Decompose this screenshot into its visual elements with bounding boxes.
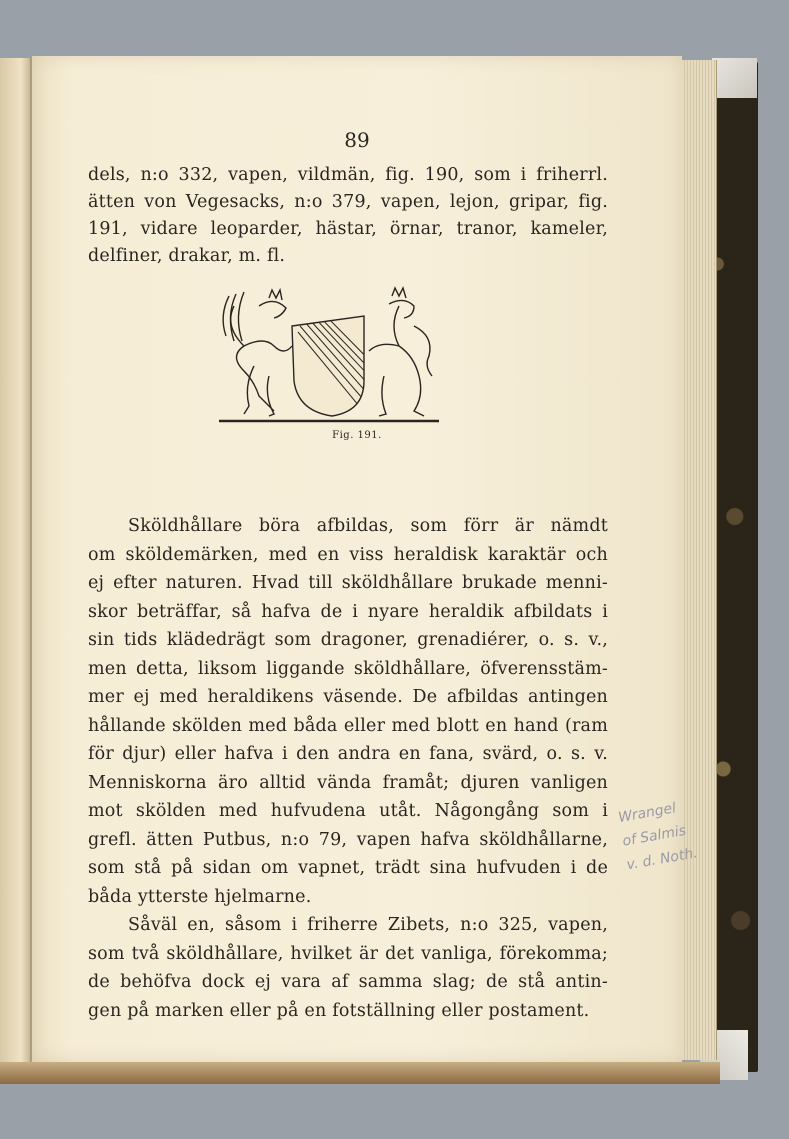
text-line: gen på marken eller på en fotställning eller postament. (88, 1000, 590, 1021)
text-line: mer ej med heraldikens väsende. De afbildas antingen (88, 687, 608, 707)
text-line: som två sköldhållare, hvilket är det vanliga, förekomma; (88, 943, 608, 964)
text-line: för djur) eller hafva i den andra en fana, svärd, o. s. v. (88, 744, 608, 764)
text-line: mot skölden med hufvudena utåt. Någongång som i (88, 801, 608, 821)
text-line: delfiner, drakar, m. fl. (88, 246, 286, 266)
text-line: de behöfva dock ej vara af samma slag; de stå antin- (88, 972, 608, 992)
text-line: om sköldemärken, med en viss heraldisk karaktär och (88, 544, 608, 565)
cover-corner-top (712, 58, 757, 98)
handwritten-margin-note (616, 791, 717, 878)
book-page (32, 56, 699, 1062)
text-line: 191, vidare leoparder, hästar, örnar, tranor, kameler, (88, 219, 608, 239)
text-line: båda ytterste hjelmarne. (88, 886, 312, 907)
text-line: Såväl en, såsom i friherre Zibets, n:o 325, vapen, (128, 915, 608, 935)
text-line: grefl. ätten Putbus, n:o 79, vapen hafva sköldhållarne, (88, 829, 608, 850)
text-line: som stå på sidan om vapnet, trädt sina hufvuden i de (88, 858, 608, 878)
intro-paragraph (88, 162, 608, 270)
text-line: Menniskorna äro alltid vända framåt; djuren vanligen (88, 772, 608, 793)
coat-of-arms-with-griffin-and-lion-supporters-icon (214, 286, 444, 436)
text-line: skor beträffar, så hafva de i nyare heraldik afbildats i (88, 601, 608, 622)
main-paragraph (88, 512, 608, 1025)
text-line: ätten von Vegesacks, n:o 379, vapen, lejon, gripar, fig. (88, 192, 608, 212)
text-line: dels, n:o 332, vapen, vildmän, fig. 190, som i friherrl. (88, 165, 608, 185)
text-line: Sköldhållare böra afbildas, som förr är nämdt (128, 516, 608, 536)
figure-caption: Fig. 191. (332, 430, 382, 441)
text-line: men detta, liksom liggande sköldhållare, öfverensstäm- (88, 658, 608, 679)
margin-note-line: v. d. Noth. (625, 845, 699, 874)
book-bottom-edge (0, 1062, 720, 1084)
margin-note-line: Wrangel (617, 800, 678, 827)
left-page-edge (0, 58, 31, 1068)
text-line: ej efter naturen. Hvad till sköldhållare brukade menni- (88, 573, 608, 593)
text-line: hållande skölden med båda eller med blott en hand (ram (88, 715, 608, 736)
text-line: sin tids klädedrägt som dragoner, grenadiérer, o. s. v., (88, 630, 608, 650)
page-number: 89 (344, 128, 370, 152)
margin-note-line: of Salmis (621, 822, 688, 850)
